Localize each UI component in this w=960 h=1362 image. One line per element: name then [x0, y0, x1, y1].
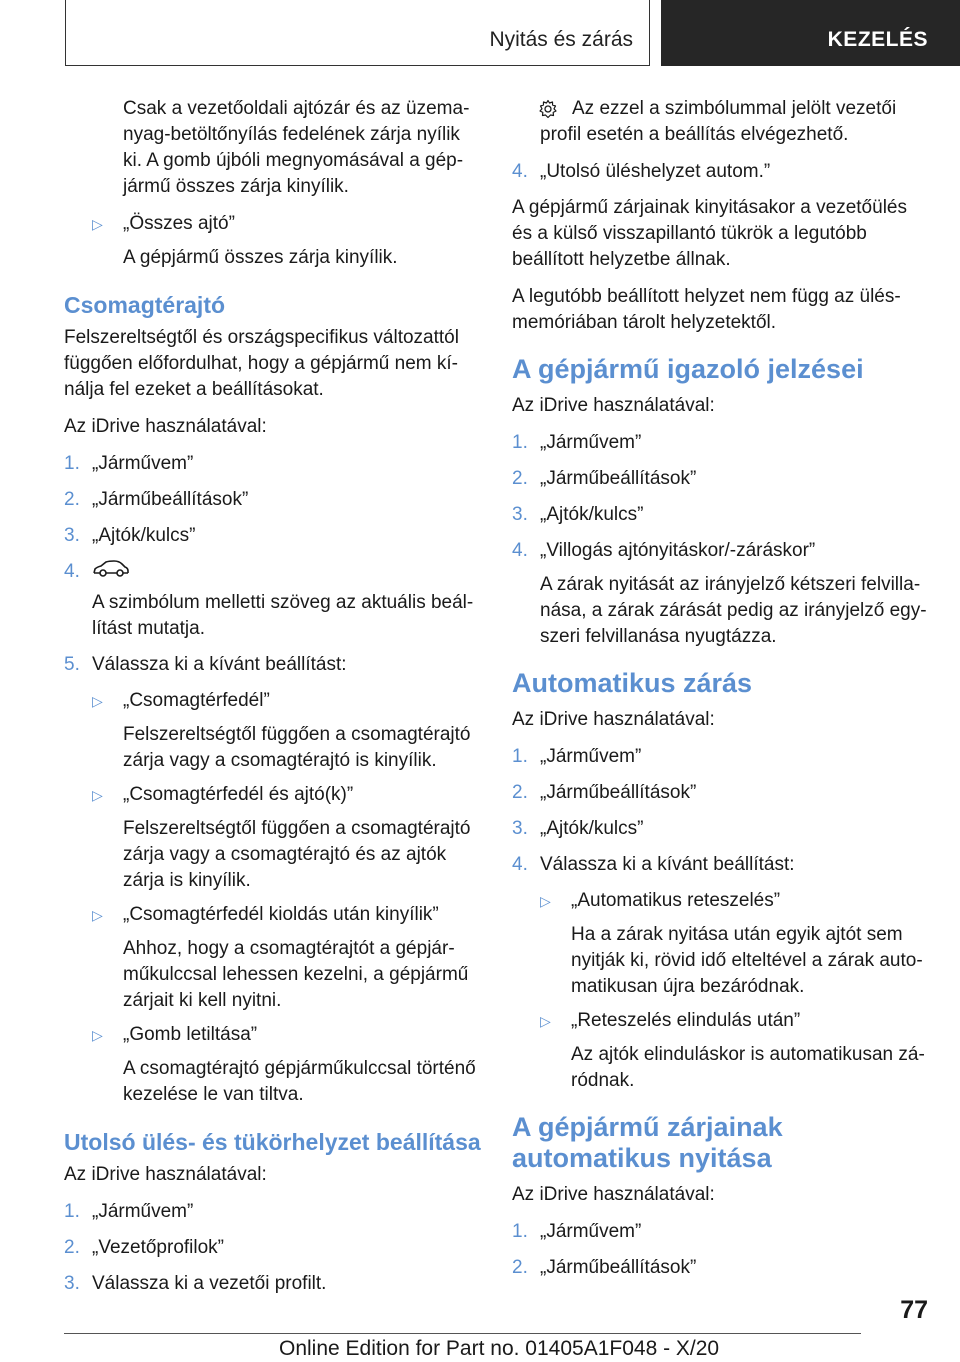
option-item: [64, 1022, 484, 1108]
list-text: „Vezetőprofilok”: [92, 1237, 225, 1258]
triangle-right-icon: ▷: [540, 893, 551, 909]
csomag-paragraph: Felszereltségtől és országspecifikus változattól függően előfordulhat, hogy a gépjármű nem kínálja fel ezeket a beállításokat.: [64, 327, 459, 400]
triangle-right-icon: ▷: [92, 1027, 103, 1043]
list-text: „Járművem”: [92, 1201, 194, 1222]
list-item: [64, 1199, 484, 1225]
list-text: „Járműbeállítások”: [540, 468, 697, 489]
list-number: 2.: [512, 468, 528, 489]
option-item: [64, 782, 484, 894]
list-number: 2.: [512, 1257, 528, 1278]
option-label: „Csomagtérfedél”: [123, 690, 270, 711]
option-item: [512, 888, 932, 1000]
option-label: „Gomb letiltása”: [123, 1024, 258, 1045]
gear-note: [512, 96, 932, 148]
list-item: [512, 159, 932, 185]
triangle-right-icon: ▷: [92, 216, 103, 232]
list-number: 1.: [64, 453, 80, 474]
list-item: [512, 816, 932, 842]
seat-paragraph-1: A gépjármű zárjainak kinyitásakor a vezetőülés és a külső visszapillantó tükrök a legutóbb beállított helyzetbe állnak.: [512, 197, 907, 270]
list-text: „Ajtók/kulcs”: [540, 818, 644, 839]
left-column: [64, 96, 484, 1307]
option-detail: Felszereltségtől függően a csomagtérajtó zárja vagy a csomagtérajtó és az ajtók zárja is kinyílik.: [123, 818, 471, 891]
section-heading-auto-lock: Automatikus zárás: [512, 668, 753, 698]
option-detail: Ha a zárak nyitása után egyik ajtót sem nyitják ki, rövid idő elteltével a zárak automatikusan újra bezáródnak.: [571, 924, 923, 997]
csomag-idrive-text: Az iDrive használatával:: [64, 416, 267, 437]
list-number: 3.: [64, 525, 80, 546]
option-label: „Automatikus reteszelés”: [571, 890, 781, 911]
list-item: [64, 559, 484, 642]
list-number: 3.: [512, 504, 528, 525]
list-number: 1.: [512, 746, 528, 767]
list-text: „Utolsó üléshelyzet autom.”: [540, 161, 771, 182]
list-text: „Járműbeállítások”: [92, 489, 249, 510]
list-number: 4.: [512, 161, 528, 182]
triangle-right-icon: ▷: [92, 787, 103, 803]
list-item: [64, 451, 484, 477]
list-text: „Járművem”: [540, 1221, 642, 1242]
list-text: A szimbólum melletti szöveg az aktuális beállítást mutatja.: [92, 592, 474, 639]
list-text: „Járművem”: [540, 746, 642, 767]
list-text: Válassza ki a kívánt beállítást:: [540, 854, 795, 875]
list-item: [512, 744, 932, 770]
autounlock-idrive-text: Az iDrive használatával:: [512, 1184, 715, 1205]
section-heading-seat-mirror: Utolsó ülés- és tükörhelyzet beállítása: [64, 1129, 481, 1155]
gear-icon: [538, 99, 558, 124]
car-outline-icon: [92, 559, 130, 584]
confirm-idrive-text: Az iDrive használatával:: [512, 395, 715, 416]
list-text: „Járműbeállítások”: [540, 782, 697, 803]
list-item: [512, 466, 932, 492]
list-item: [64, 487, 484, 513]
right-column: [512, 96, 932, 1291]
option-detail: Az ajtók elinduláskor is automatikusan záródnak.: [571, 1044, 925, 1091]
list-number: 1.: [64, 1201, 80, 1222]
option-item: [64, 688, 484, 774]
list-number: 4.: [512, 854, 528, 875]
list-number: 4.: [64, 561, 80, 582]
list-item: [512, 1219, 932, 1245]
list-item: [64, 652, 484, 678]
footer-divider: [64, 1333, 861, 1334]
list-item: [64, 1235, 484, 1261]
option-item: [512, 1008, 932, 1094]
list-text: Válassza ki a kívánt beállítást:: [92, 654, 347, 675]
section-title: Nyitás és zárás: [489, 28, 633, 51]
list-item: [64, 1271, 484, 1297]
list-text: „Ajtók/kulcs”: [92, 525, 196, 546]
list-item: [64, 523, 484, 549]
list-item: [512, 780, 932, 806]
option-label: „Összes ajtó”: [123, 213, 235, 234]
option-detail: A gépjármű összes zárja kinyílik.: [123, 247, 398, 268]
list-text: „Járművem”: [540, 432, 642, 453]
page-header: [0, 0, 960, 66]
seat-idrive-text: Az iDrive használatával:: [64, 1164, 267, 1185]
list-item: [512, 852, 932, 878]
page-number: 77: [900, 1296, 928, 1324]
list-text: „Villogás ajtónyitáskor/-záráskor”: [540, 540, 816, 561]
triangle-right-icon: ▷: [540, 1013, 551, 1029]
section-heading-csomagterajto: Csomagtérajtó: [64, 292, 226, 318]
list-number: 5.: [64, 654, 80, 675]
list-text: Válassza ki a vezetői profilt.: [92, 1273, 327, 1294]
list-text: „Járművem”: [92, 453, 194, 474]
list-number: 1.: [512, 1221, 528, 1242]
option-all-doors: [64, 211, 484, 271]
option-label: „Csomagtérfedél kioldás után kinyílik”: [123, 904, 439, 925]
triangle-right-icon: ▷: [92, 693, 103, 709]
autolock-idrive-text: Az iDrive használatával:: [512, 709, 715, 730]
list-item: [512, 502, 932, 528]
option-label: „Reteszelés elindulás után”: [571, 1010, 801, 1031]
option-detail: Ahhoz, hogy a csomagtérajtót a gépjárműkulccsal lehessen kezelni, a gépjármű zárjait ki kell nyitni.: [123, 938, 469, 1011]
list-item: [512, 1255, 932, 1281]
option-label: „Csomagtérfedél és ajtó(k)”: [123, 784, 354, 805]
gear-note-text: Az ezzel a szimbólummal jelölt vezetői profil esetén a beállítás elvégezhető.: [540, 98, 897, 145]
list-item: [512, 538, 932, 650]
list-number: 1.: [512, 432, 528, 453]
list-number: 2.: [512, 782, 528, 803]
list-text: „Ajtók/kulcs”: [540, 504, 644, 525]
intro-paragraph: Csak a vezetőoldali ajtózár és az üzemanyag-betöltőnyílás fedelének zárja nyílik ki. A gomb újbóli megnyomásával a gépjármű összes zárja kinyílik.: [123, 98, 470, 197]
footer-edition: Online Edition for Part no. 01405A1F048 - X/20: [279, 1337, 720, 1360]
section-heading-confirmation: A gépjármű igazoló jelzései: [512, 354, 864, 384]
option-item: [64, 902, 484, 1014]
list-item: [512, 430, 932, 456]
list-number: 3.: [512, 818, 528, 839]
section-heading-auto-unlock: A gépjármű zárjainak automatikus nyitása: [512, 1112, 783, 1173]
option-detail: A csomagtérajtó gépjárműkulccsal történő kezelése le van tiltva.: [123, 1058, 476, 1105]
list-number: 3.: [64, 1273, 80, 1294]
chapter-tab: KEZELÉS: [661, 0, 960, 66]
seat-paragraph-2: A legutóbb beállított helyzet nem függ az ülésmemóriában tárolt helyzetektől.: [512, 286, 901, 333]
option-detail: Felszereltségtől függően a csomagtérajtó zárja vagy a csomagtérajtó is kinyílik.: [123, 724, 471, 771]
triangle-right-icon: ▷: [92, 907, 103, 923]
list-number: 2.: [64, 489, 80, 510]
list-number: 4.: [512, 540, 528, 561]
list-number: 2.: [64, 1237, 80, 1258]
list-detail: A zárak nyitását az irányjelző kétszeri felvillanása, a zárak zárását pedig az irányjelző egyszeri felvillanása nyugtázza.: [540, 574, 927, 647]
section-header-box: [65, 0, 650, 66]
list-text: „Járműbeállítások”: [540, 1257, 697, 1278]
